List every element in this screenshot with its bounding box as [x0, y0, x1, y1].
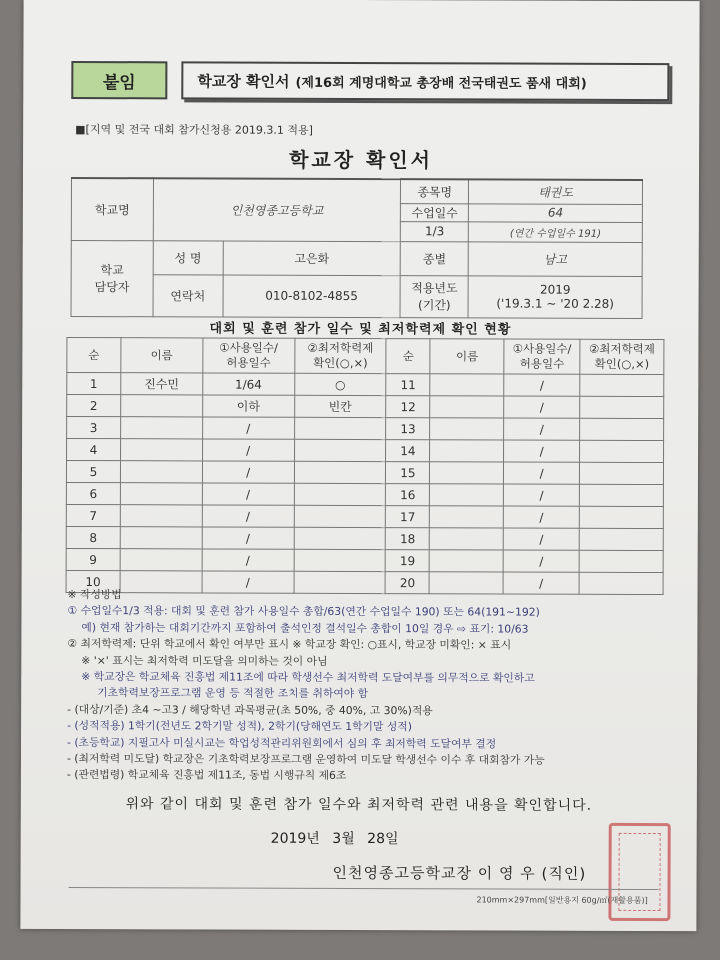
row-academic-2 [579, 484, 663, 506]
instruction-unmet: - (최저학력 미도달) 학교장은 기초학력보장프로그램 운영하여 미도달 학생선수 이수 후 대회참가 가능 [66, 752, 545, 767]
row-academic-2 [579, 506, 663, 528]
row-number-2: 11 [386, 374, 430, 396]
row-number: 7 [66, 504, 120, 526]
row-academic-2 [579, 550, 663, 572]
teacher-label [71, 240, 153, 316]
status-subtitle: 대회 및 훈련 참가 일수 및 최저학력제 확인 현황 [209, 321, 512, 338]
row-days: / [202, 571, 294, 593]
col-days-line2: 허용일수 [226, 355, 271, 370]
row-days: / [202, 505, 294, 527]
row-academic [294, 461, 386, 483]
row-number: 5 [66, 460, 120, 482]
row-academic [294, 527, 386, 549]
row-name [120, 505, 202, 527]
header-title-box [181, 61, 669, 101]
row-name [120, 549, 202, 571]
row-number-2: 17 [386, 506, 430, 528]
row-days-2: / [504, 396, 580, 418]
row-number: 10 [66, 570, 120, 592]
row-name-2 [430, 528, 504, 550]
applied-year-label-line2: (기간) [418, 298, 451, 313]
row-name-2 [430, 418, 504, 440]
row-number-2: 20 [385, 572, 429, 594]
writing-instructions [67, 587, 688, 786]
header-row [71, 61, 669, 101]
row-days: / [202, 549, 294, 571]
row-name-2 [430, 484, 504, 506]
table-row [66, 548, 663, 572]
row-days: / [202, 461, 294, 483]
issue-date: 2019년 3월 28일 [270, 830, 399, 848]
col-academic-line1: ②최저학력제 [307, 340, 374, 356]
row-name [120, 527, 202, 549]
col-academic-2 [580, 339, 664, 374]
table-header-row [67, 337, 664, 374]
row-name: 진수민 [121, 373, 203, 395]
instruction-2-note2-line2: 기초학력보장프로그램 운영 등 적절한 조치를 취하여야 함 [97, 686, 369, 701]
row-name [120, 483, 202, 505]
row-days: / [202, 483, 294, 505]
row-name-2 [430, 440, 504, 462]
instruction-2-note2-line1: ※ 학교장은 학교체육 진흥법 제11조에 따라 학생선수 최저학력 도달여부를 의무적으로 확인하고 [81, 670, 535, 685]
row-academic-2 [579, 462, 663, 484]
principal-signature: 인천영종고등학교장 이 영 우 (직인) [332, 863, 587, 883]
row-number: 3 [67, 416, 121, 438]
school-name-value: 인천영종고등학교 [153, 178, 401, 241]
header-subtitle: (제16회 계명대학교 총장배 전국태권도 품새 대회) [295, 75, 587, 92]
col-days-2 [504, 339, 580, 374]
row-days: 1/64 [202, 373, 294, 395]
row-days-2: / [504, 440, 580, 462]
row-days-2: / [504, 418, 580, 440]
row-academic [294, 439, 386, 461]
row-name [120, 461, 202, 483]
col-days-2-line1: ①사용일수/ [512, 341, 572, 356]
row-days-2: / [503, 506, 579, 528]
info-table [71, 177, 643, 318]
row-days-2: / [504, 374, 580, 396]
gender-value: 남고 [468, 241, 642, 276]
teacher-label-line1: 학교 [100, 263, 124, 278]
instruction-2-note1: ※ '×' 표시는 최저학력 미도달을 의미하는 것이 아님 [81, 653, 328, 668]
applied-year-value [468, 275, 642, 318]
row-academic-2 [580, 418, 664, 440]
row-name-2 [430, 374, 504, 396]
col-name: 이름 [121, 338, 203, 373]
teacher-label-line2: 담당자 [94, 280, 130, 295]
row-days-2: / [503, 550, 579, 572]
table-row [66, 504, 663, 528]
table-row [66, 526, 663, 550]
table-row [67, 394, 664, 418]
row-days: / [202, 527, 294, 549]
class-days-label: 수업일수 [401, 203, 469, 221]
row-days: / [202, 439, 294, 461]
attachment-tag: 붙임 [71, 61, 167, 99]
class-days-label-fraction: 1/3 [401, 221, 469, 241]
instruction-2: ② 최저학력제: 단위 학교에서 확인 여부만 표시 ※ 학교장 확인: ○표시, 학교장 미확인: × 표시 [67, 637, 512, 652]
row-academic [294, 417, 386, 439]
row-number: 1 [67, 372, 121, 394]
row-academic-2 [580, 440, 664, 462]
row-name-2 [430, 462, 504, 484]
row-academic-2 [580, 396, 664, 418]
col-academic-line2: 확인(○,×) [313, 355, 368, 371]
row-academic [294, 505, 386, 527]
row-number-2: 15 [386, 462, 430, 484]
row-academic-2 [579, 528, 663, 550]
table-row [66, 482, 663, 506]
row-number: 6 [66, 482, 120, 504]
col-academic-2-line1: ②최저학력제 [588, 341, 655, 357]
row-number-2: 13 [386, 418, 430, 440]
row-days-2: / [503, 528, 579, 550]
teacher-name-value: 고은화 [223, 241, 401, 276]
row-academic: 빈칸 [294, 395, 386, 417]
document-page [20, 0, 699, 931]
row-number-2: 16 [386, 484, 430, 506]
row-name [121, 395, 203, 417]
row-number-2: 14 [386, 440, 430, 462]
annual-days-note: (연간 수업일수 191) [469, 221, 643, 242]
row-days-2: / [503, 572, 579, 594]
instruction-elementary: - (초등학교) 지필고사 미실시교는 학업성적관리위원회에서 심의 후 최저학력 도달여부 결정 [67, 735, 497, 751]
row-academic-2 [580, 374, 664, 396]
instruction-1-line2: 예) 현재 참가하는 대회기간까지 포함하여 출석인정 결석일수 총합이 10일 경우 ⇨ 표기: 10/63 [81, 620, 529, 636]
table-row [66, 460, 663, 484]
row-number: 2 [67, 394, 121, 416]
table-row [67, 438, 664, 462]
row-number-2: 18 [386, 528, 430, 550]
row-days-2: / [504, 462, 580, 484]
row-academic [294, 483, 386, 505]
col-days-2-line2: 허용일수 [519, 356, 565, 371]
col-days-line1: ①사용일수/ [219, 340, 278, 355]
paper-size-footer: 210mm×297mm[일반용지 60g/㎡(재활용품)] [476, 895, 648, 906]
document-title: 학교장 확인서 [289, 147, 434, 173]
row-number: 8 [66, 526, 120, 548]
instruction-1-line1: ① 수업일수1/3 적용: 대회 및 훈련 참가 사용일수 총합/63(연간 수업일수 190) 또는 64(191~192) [67, 604, 540, 620]
teacher-name-label: 성 명 [153, 240, 223, 274]
row-days: / [202, 417, 294, 439]
applied-year: 2019 [539, 282, 571, 297]
col-days [203, 338, 295, 373]
row-number: 4 [67, 438, 121, 460]
instruction-target: - (대상/기준) 초4 ~고3 / 해당학년 과목평균(초 50%, 중 40%, 고 30%)적용 [67, 702, 433, 718]
row-name [120, 417, 202, 439]
row-name-2 [429, 550, 503, 572]
row-name [120, 439, 202, 461]
row-academic: ○ [294, 373, 386, 395]
row-days-2: / [504, 484, 580, 506]
col-academic-2-line2: 확인(○,×) [594, 356, 650, 372]
row-name-2 [430, 506, 504, 528]
row-name-2 [430, 396, 504, 418]
row-number-2: 19 [386, 550, 430, 572]
class-days-value: 64 [469, 203, 643, 222]
instructions-title: ※ 작성방법 [67, 587, 122, 602]
event-value: 태권도 [469, 179, 643, 204]
contact-label: 연락처 [153, 274, 223, 316]
table-row [67, 372, 664, 396]
bottom-rule [69, 887, 659, 890]
participation-table [66, 337, 665, 595]
event-label: 종목명 [401, 179, 469, 203]
table-row [67, 416, 664, 440]
instruction-laws: - (관련법령) 학교체육 진흥법 제11조, 동법 시행규칙 제6조 [66, 768, 347, 783]
school-name-label: 학교명 [71, 178, 153, 240]
instruction-grades: - (성적적용) 1학기(전년도 2학기말 성적), 2학기(당해연도 1학기말 성적) [67, 719, 412, 734]
row-number-2: 12 [386, 396, 430, 418]
applied-period: ('19.3.1 ~ '20 2.28) [496, 296, 615, 311]
application-note: ■[지역 및 전국 대회 참가신청용 2019.3.1 적용] [75, 123, 313, 137]
row-number: 9 [66, 548, 120, 570]
col-number: 순 [67, 337, 121, 372]
applied-year-label-line1: 적용년도 [411, 281, 458, 296]
col-name-2: 이름 [430, 339, 504, 374]
row-days: 이하 [202, 395, 294, 417]
header-title: 학교장 확인서 [197, 71, 290, 91]
confirmation-statement: 위와 같이 대회 및 훈련 참가 일수와 최저학력 관련 내용을 확인합니다. [125, 796, 593, 814]
official-seal-stamp [608, 823, 670, 921]
applied-year-label [400, 275, 468, 317]
contact-value: 010-8102-4855 [223, 275, 401, 318]
gender-label: 종별 [401, 241, 469, 275]
row-academic [294, 549, 386, 571]
col-number-2: 순 [386, 339, 430, 374]
col-academic [294, 338, 386, 373]
